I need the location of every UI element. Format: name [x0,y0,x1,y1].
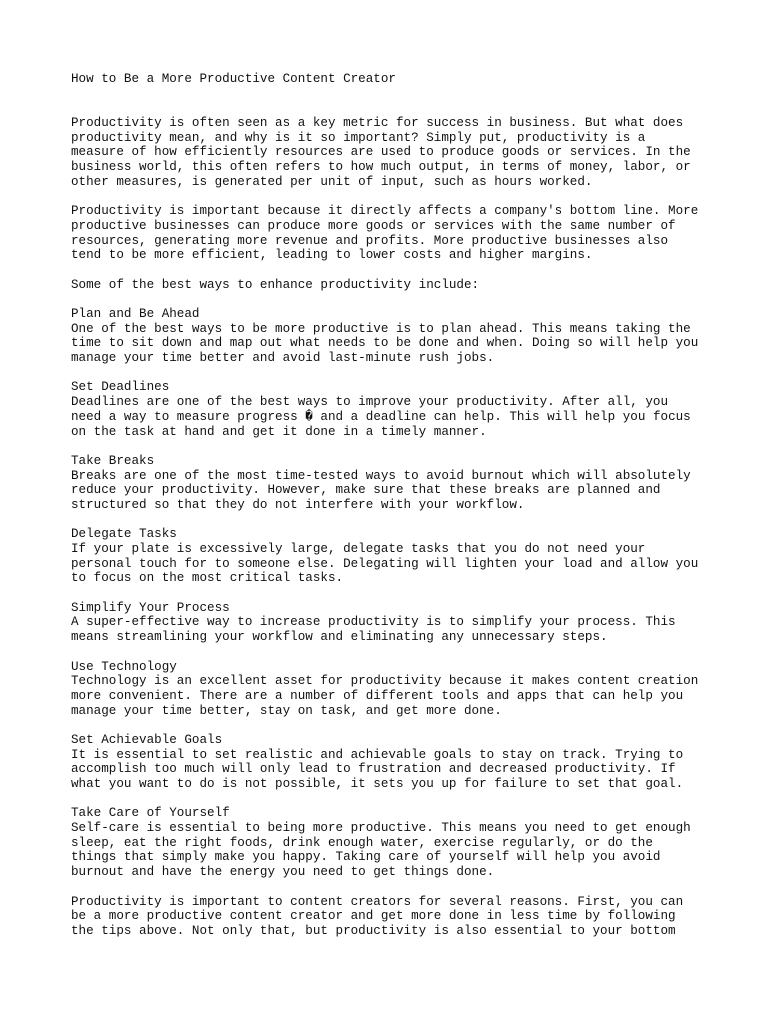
paragraph-line: Some of the best ways to enhance productivity include: [71,277,480,292]
section-line: Technology is an excellent asset for productivity because it makes content creation [71,674,699,689]
section-line: accomplish too much will only lead to frustration and decreased productivity. If [71,762,676,777]
section-line: personal touch for to someone else. Delegating will lighten your load and allow you [71,556,699,571]
document-page [71,72,711,939]
section-line: time to sit down and map out what needs to be done and when. Doing so will help you [71,336,699,351]
section-line: need a way to measure progress � and a deadline can help. This will help you focus [71,409,691,424]
closing-paragraph [71,895,711,939]
tip-section [71,660,711,719]
tip-section [71,601,711,645]
section-heading: Take Care of Yourself [71,806,230,821]
section-line: more convenient. There are a number of different tools and apps that can help you [71,688,684,703]
paragraph-line: productive businesses can produce more goods or services with the same number of [71,218,676,233]
section-heading: Set Achievable Goals [71,732,223,747]
section-line: on the task at hand and get it done in a timely manner. [71,424,487,439]
section-line: burnout and have the energy you need to get things done. [71,865,495,880]
section-heading: Simplify Your Process [71,600,230,615]
tip-section [71,454,711,513]
paragraph-line: the tips above. Not only that, but productivity is also essential to your bottom [71,923,676,938]
paragraph-line: productivity mean, and why is it so important? Simply put, productivity is a [71,130,646,145]
section-line: reduce your productivity. However, make sure that these breaks are planned and [71,483,661,498]
section-line: what you want to do is not possible, it sets you up for failure to set that goal. [71,777,684,792]
section-heading: Plan and Be Ahead [71,307,200,322]
intro-paragraph [71,278,711,293]
paragraph-line: Productivity is important to content creators for several reasons. First, you can [71,894,684,909]
section-heading: Set Deadlines [71,380,170,395]
section-heading: Delegate Tasks [71,527,177,542]
paragraph-line: resources, generating more revenue and profits. More productive businesses also [71,233,669,248]
section-line: If your plate is excessively large, delegate tasks that you do not need your [71,542,646,557]
tip-section [71,307,711,366]
section-heading: Use Technology [71,659,177,674]
paragraph-line: be a more productive content creator and get more done in less time by following [71,909,676,924]
paragraph-line: other measures, is generated per unit of input, such as hours worked. [71,174,593,189]
document-title: How to Be a More Productive Content Creator [71,72,396,86]
tip-section [71,527,711,586]
sections-block [71,307,711,880]
section-line: sleep, eat the right foods, drink enough water, exercise regularly, or do the [71,835,653,850]
intro-block [71,116,711,292]
paragraph-line: business world, this often refers to how much output, in terms of money, labor, or [71,160,691,175]
section-line: things that simply make you happy. Taking care of yourself will help you avoid [71,850,661,865]
section-line: manage your time better and avoid last-minute rush jobs. [71,351,495,366]
section-heading: Take Breaks [71,453,155,468]
tip-section [71,733,711,792]
paragraph-line: Productivity is often seen as a key metric for success in business. But what does [71,116,684,131]
tip-section [71,380,711,439]
paragraph-line: tend to be more efficient, leading to lower costs and higher margins. [71,248,593,263]
tip-section [71,806,711,879]
intro-paragraph [71,204,711,263]
section-line: Deadlines are one of the best ways to improve your productivity. After all, you [71,395,669,410]
section-line: One of the best ways to be more productive is to plan ahead. This means taking the [71,321,691,336]
section-line: It is essential to set realistic and achievable goals to stay on track. Trying to [71,747,684,762]
section-line: A super-effective way to increase productivity is to simplify your process. This [71,615,676,630]
section-line: means streamlining your workflow and eliminating any unnecessary steps. [71,630,608,645]
section-line: Breaks are one of the most time-tested ways to avoid burnout which will absolutely [71,468,691,483]
paragraph-line: measure of how efficiently resources are used to produce goods or services. In the [71,145,691,160]
section-line: structured so that they do not interfere with your workflow. [71,497,525,512]
section-line: to focus on the most critical tasks. [71,571,344,586]
section-line: manage your time better, stay on task, and get more done. [71,703,502,718]
section-line: Self-care is essential to being more productive. This means you need to get enough [71,821,691,836]
paragraph-line: Productivity is important because it directly affects a company's bottom line. More [71,204,699,219]
intro-paragraph [71,116,711,189]
